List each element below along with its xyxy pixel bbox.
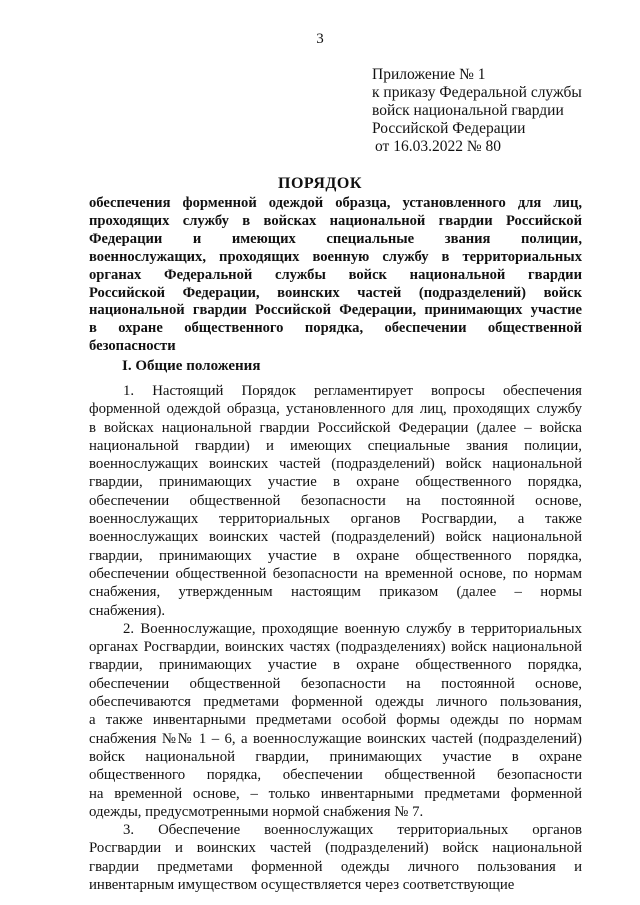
paragraph-line: гвардии, принимающих участие в охране общественного порядка,: [89, 474, 582, 491]
paragraph-line: гвардии, принимающих участие в охране общественного порядка,: [89, 547, 582, 564]
paragraph-line: военнослужащих воинских частей (подразделений) войск национальной: [89, 456, 582, 473]
appendix-line: Российской Федерации: [372, 120, 526, 137]
paragraph-line: на временной основе, – только инвентарными предметами форменной: [89, 785, 582, 802]
subtitle-line: проходящих службу в войсках национальной гвардии Российской: [89, 212, 582, 229]
paragraph-line: форменной одеждой образца, установленного для лиц, проходящих службу: [89, 401, 582, 418]
page-number: 3: [316, 31, 324, 47]
subtitle-line: Федерации и имеющих специальные звания полиции,: [89, 230, 582, 247]
paragraph-line: военнослужащих воинских частей (подразделений) войск национальной: [89, 529, 582, 546]
paragraph-line: гвардии, принимающих участие в охране общественного порядка,: [89, 657, 582, 674]
subtitle-line: безопасности: [89, 338, 176, 355]
paragraph-line: снабжения №№ 1 – 6, а военнослужащие воинских частей (подразделений): [89, 730, 582, 747]
document-subtitle: [89, 195, 582, 356]
appendix-line: к приказу Федеральной службы: [372, 84, 582, 101]
paragraph-line: гвардии предметами форменной одежды личного пользования и: [89, 858, 582, 875]
subtitle-line: национальной гвардии Российской Федерации, принимающих участие: [89, 302, 582, 319]
paragraph-line: снабжения, утвержденным настоящим приказом (далее – нормы: [89, 584, 582, 601]
paragraph-line: 3. Обеспечение военнослужащих территориальных органов: [123, 822, 582, 839]
document-title: ПОРЯДОК: [278, 175, 362, 192]
paragraph-line: 1. Настоящий Порядок регламентирует вопросы обеспечения: [123, 383, 582, 399]
paragraph-line: снабжения).: [89, 602, 166, 619]
paragraph-line: органах Росгвардии, воинских частях (подразделениях) войск национальной: [89, 639, 582, 656]
paragraph-line: обеспечиваются предметами форменной одежды личного пользования,: [89, 694, 582, 711]
body-text: [89, 382, 582, 894]
paragraph-line: одежды, предусмотренными нормой снабжения № 7.: [89, 803, 424, 820]
paragraph-line: национальной гвардии) и имеющих специальные звания полиции,: [89, 437, 582, 454]
subtitle-line: органах Федеральной службы войск национальной гвардии: [89, 266, 582, 283]
paragraph-line: обеспечении общественной безопасности на временной основе, по нормам: [89, 565, 582, 582]
paragraph-line: а также инвентарными предметами особой формы одежды по нормам: [89, 712, 582, 729]
paragraph-line: инвентарным имуществом осуществляется через соответствующие: [89, 877, 515, 894]
subtitle-line: в охране общественного порядка, обеспечении общественной: [89, 320, 582, 337]
paragraph-line: Росгвардии и воинских частей (подразделений) войск национальной: [89, 840, 582, 857]
paragraph-line: войск национальной гвардии, принимающих участие в охране: [89, 748, 582, 765]
paragraph-line: общественного порядка, обеспечении общественной безопасности: [89, 767, 582, 784]
subtitle-line: Российской Федерации, воинских частей (подразделений) войск: [89, 284, 582, 301]
paragraph-line: 2. Военнослужащие, проходящие военную службу в территориальных: [123, 620, 582, 637]
paragraph-line: военнослужащих территориальных органов Росгвардии, а также: [89, 511, 582, 528]
paragraph-line: обеспечении общественной безопасности на постоянной основе,: [89, 675, 582, 692]
paragraph-line: в войсках национальной гвардии Российской Федерации (далее – войска: [89, 419, 582, 436]
appendix-line: Приложение № 1: [372, 66, 486, 83]
paragraph-line: обеспечении общественной безопасности на постоянной основе,: [89, 492, 582, 509]
appendix-line: войск национальной гвардии: [372, 102, 564, 119]
appendix-date-line: от 16.03.2022 № 80: [375, 138, 501, 155]
subtitle-line: военнослужащих, проходящих военную службу в территориальных: [89, 248, 582, 265]
section-heading: I. Общие положения: [122, 358, 261, 374]
appendix-header: [372, 66, 602, 156]
subtitle-line: обеспечения форменной одеждой образца, установленного для лиц,: [89, 195, 582, 211]
